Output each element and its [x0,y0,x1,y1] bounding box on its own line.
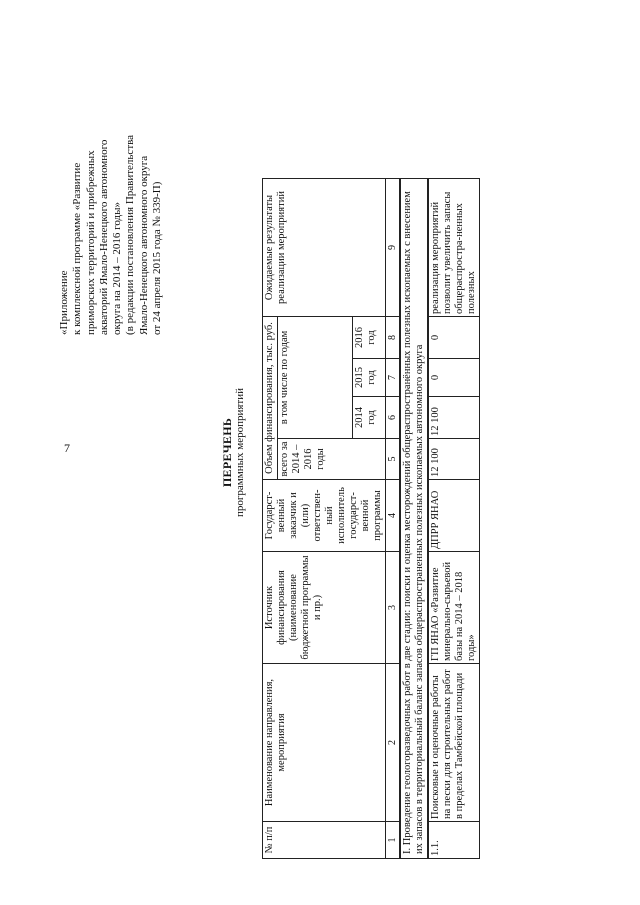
row-expected: реализация мероприятий позволит увеличить запасы общераспростра-ненных полезных [428,179,480,317]
table-row [428,179,480,859]
row-total: 12 100 [428,439,480,480]
column-number: 3 [386,552,401,664]
document-title: ПЕРЕЧЕНЬ [220,417,234,488]
page-number: 7 [64,441,70,455]
header-funding: Объем финансирования, тыс. руб. [263,317,278,480]
column-number: 2 [386,664,401,822]
row-2014: 12 100 [428,397,480,439]
row-name: Поисковые и оценочные работы на пески для строительных работ в пределах Тамбейской площади [428,664,480,822]
column-number: 5 [386,439,401,480]
column-numbers-row [386,179,401,859]
header-source: Источник финансирования (наименование бюджетной программы и пр.) [263,552,386,664]
row-num: 1.1. [428,822,480,859]
column-number: 6 [386,397,401,439]
header-expected: Ожидаемые результаты реализации мероприятий [263,179,386,317]
column-number: 8 [386,317,401,359]
header-2014: 2014 год [353,397,386,439]
column-number: 4 [386,480,401,552]
column-number: 7 [386,359,401,397]
header-row-1 [263,179,278,859]
header-name: Наименование направления, мероприятия [263,664,386,822]
header-customer: Государст-венный заказчик и (или) ответствен-ный исполнитель государст-венной программы [263,480,386,552]
header-num: № п/п [263,822,386,859]
document-subtitle: программных мероприятий [234,388,246,517]
column-number: 9 [386,179,401,317]
row-source: ГП ЯНАО «Развитие минерально-сырьевой базы на 2014 – 2018 годы» [428,552,480,664]
section-row [400,179,428,859]
header-2015: 2015 год [353,359,386,397]
measures-table [262,178,480,859]
row-2016: 0 [428,317,480,359]
section-title: I. Проведение геологоразведочных работ в две стадии: поиски и оценка месторождений общераспространённых полезных ископаемых с внесением их запасов в территориальный баланс запасов общераспространенных полезных ископаемых автономного округа [400,179,428,859]
appendix-note: «Приложение к комплексной программе «Развитие приморских территорий и прибрежных акваторий Ямало-Ненецкого автономного округа на 2014 – 2016 годы» (в редакции постановления Правительства Ямало-Ненецкого автономного округа от 24 апреля 2015 года № 339-П) [58,134,164,335]
header-total: всего за 2014 – 2016 годы [278,439,386,480]
row-2015: 0 [428,359,480,397]
row-customer: ДПРР ЯНАО [428,480,480,552]
header-incl: в том числе по годам [278,317,353,439]
column-number: 1 [386,822,401,859]
header-2016: 2016 год [353,317,386,359]
